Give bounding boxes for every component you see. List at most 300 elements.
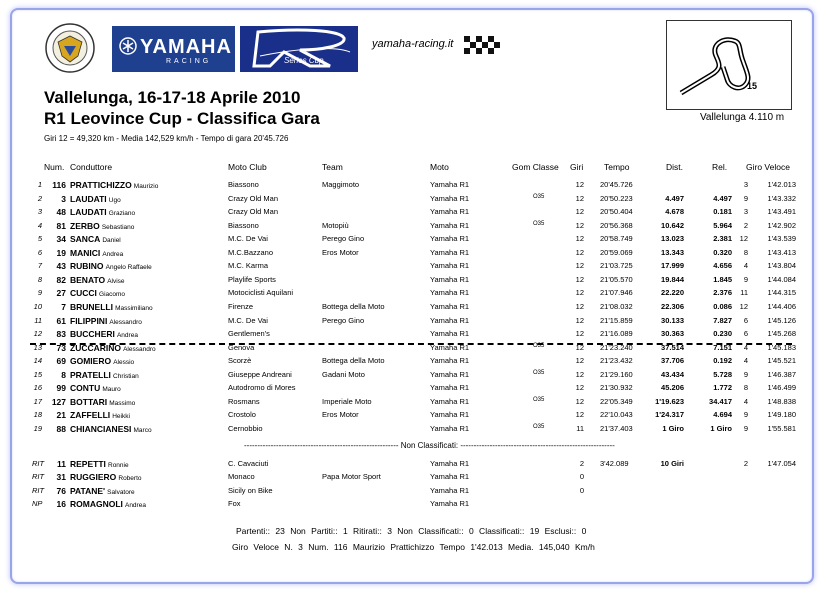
rider-number: 21 (56, 410, 66, 421)
position: 15 (33, 369, 42, 379)
rider-first-name: Mauro (102, 386, 121, 394)
best-lap-number: 8 (743, 383, 748, 393)
gap-relative: 2.376 (713, 288, 732, 298)
race-time: 22'05.349 (600, 396, 633, 406)
yamaha-wordmark: YAMAHA (140, 36, 232, 58)
rider-first-name: Maurizio (133, 183, 159, 190)
laps: 12 (575, 301, 584, 311)
laps: 12 (575, 396, 584, 406)
gap-to-leader: 4.678 (665, 207, 684, 217)
race-time: 21'23.432 (600, 356, 633, 366)
race-time: 22'10.043 (600, 410, 633, 420)
gap-relative: 0.181 (713, 207, 732, 217)
motorcycle: Yamaha R1 (430, 396, 470, 406)
best-lap-number: 6 (743, 329, 748, 339)
gap-to-leader: 37.514 (661, 342, 684, 352)
rider-first-name: Christian (113, 372, 139, 380)
rider-name (70, 356, 134, 366)
rider-surname: MANICI (70, 247, 101, 258)
moto-club: M.C.Bazzano (228, 247, 274, 257)
gap-relative: 5.728 (713, 369, 732, 379)
rider-number: 48 (56, 207, 66, 218)
rider-name (70, 383, 121, 393)
rider-name (70, 221, 134, 231)
motorcycle: Yamaha R1 (430, 472, 470, 482)
best-lap-time: 1'45.521 (767, 356, 796, 366)
gap-to-leader: 1'19.623 (655, 396, 684, 406)
gap-to-leader: 17.999 (661, 261, 684, 271)
rider-name (70, 180, 158, 190)
rider-name (70, 499, 146, 509)
rider-surname: CHIANCIANESI (70, 423, 132, 434)
laps: 12 (575, 383, 584, 393)
motorcycle: Yamaha R1 (430, 498, 470, 508)
team: Bottega della Moto (322, 356, 385, 366)
best-lap-time: 1'45.126 (767, 315, 796, 325)
rider-name (70, 410, 130, 420)
rider-surname: BUCCHERI (70, 329, 115, 340)
gap-to-leader: 10 Giri (660, 459, 684, 468)
motorcycle: Yamaha R1 (430, 261, 470, 271)
gap-relative: 7.827 (713, 315, 732, 325)
best-lap-number: 6 (743, 315, 748, 325)
moto-club: Crazy Old Man (228, 207, 279, 217)
gap-relative: 0.320 (713, 247, 732, 257)
class: O35 (533, 369, 545, 376)
gap-to-leader: 1 Giro (662, 423, 684, 433)
best-lap-time: 1'49.180 (767, 410, 796, 420)
motorcycle: Yamaha R1 (430, 247, 470, 257)
rider-surname: CONTU (70, 383, 101, 394)
motorcycle: Yamaha R1 (430, 369, 470, 379)
rider-first-name: Graziano (108, 210, 136, 218)
race-info: Giri 12 = 49,320 km - Media 142,529 km/h - Tempo di gara 20'45.726 (44, 134, 289, 143)
gap-relative: 4.656 (713, 261, 732, 271)
rider-surname: BENATO (70, 274, 106, 285)
rider-number: 73 (56, 342, 66, 353)
gap-to-leader: 13.023 (661, 234, 684, 244)
rider-first-name: Ronnie (108, 462, 129, 469)
race-title: R1 Leovince Cup - Classifica Gara (44, 109, 320, 128)
gap-relative: 34.417 (709, 396, 732, 406)
rider-first-name: Angelo Raffaele (105, 264, 152, 272)
rider-number: 7 (61, 301, 66, 312)
track-caption: Vallelunga 4.110 m (700, 112, 785, 123)
position: 17 (33, 396, 42, 406)
motorcycle: Yamaha R1 (430, 180, 470, 189)
class: O35 (533, 220, 545, 227)
race-time: 21'05.570 (600, 274, 633, 284)
gap-to-leader: 30.363 (661, 329, 684, 339)
best-lap-number: 3 (743, 207, 748, 217)
best-lap-time: 1'46.387 (767, 369, 796, 379)
position: 1 (37, 180, 42, 189)
motorcycle: Yamaha R1 (430, 423, 470, 433)
moto-club: Monaco (228, 472, 255, 482)
team: Perego Gino (322, 315, 365, 325)
moto-club: Crostolo (228, 410, 256, 420)
gap-to-leader: 37.706 (661, 356, 684, 366)
position: 6 (37, 247, 42, 257)
best-lap-number: 4 (743, 261, 748, 271)
moto-club: Rosmans (228, 396, 260, 406)
laps: 12 (575, 220, 584, 230)
laps: 12 (575, 274, 584, 284)
table-row (0, 207, 822, 220)
header-tempo: Tempo (604, 162, 630, 172)
gap-relative: 5.964 (713, 220, 732, 230)
racing-wordmark: RACING (166, 58, 212, 65)
table-row (0, 397, 822, 410)
motorcycle: Yamaha R1 (430, 220, 470, 230)
moto-club: Scorzè (228, 356, 252, 366)
rider-name (70, 397, 135, 407)
race-time: 21'23.240 (600, 342, 633, 352)
yamaha-tuning-fork-icon (119, 37, 137, 55)
best-lap-time: 1'47.054 (767, 459, 796, 468)
rider-name (70, 302, 153, 312)
position: 16 (33, 383, 42, 393)
laps: 12 (575, 410, 584, 420)
best-lap-number: 4 (743, 356, 748, 366)
rider-name (70, 194, 121, 204)
table-row (0, 302, 822, 315)
best-lap-number: 2 (743, 459, 748, 468)
race-time: 21'08.032 (600, 301, 633, 311)
header-conduttore: Conduttore (70, 162, 113, 172)
best-lap-number: 4 (743, 342, 748, 352)
motorcycle: Yamaha R1 (430, 288, 470, 298)
position: 4 (37, 220, 42, 230)
gap-to-leader: 43.434 (661, 369, 684, 379)
rider-first-name: Marco (133, 426, 152, 434)
race-time: 20'59.069 (600, 247, 633, 257)
rider-first-name: Andrea (124, 501, 146, 509)
moto-club: Autodromo di Mores (228, 383, 296, 393)
rider-surname: REPETTI (70, 459, 106, 469)
table-row (0, 383, 822, 396)
r-series-cup-logo (240, 26, 358, 72)
laps: 0 (579, 472, 584, 482)
motorcycle: Yamaha R1 (430, 315, 470, 325)
rider-number: 88 (56, 423, 66, 434)
position: 19 (33, 423, 42, 433)
race-time: 21'07.946 (600, 288, 633, 298)
table-row (0, 329, 822, 342)
header-moto: Moto (430, 162, 449, 172)
rider-surname: ZAFFELLI (70, 410, 111, 421)
yamaha-racing-logo (112, 26, 235, 72)
table-row (0, 316, 822, 329)
best-lap-time: 1'43.413 (767, 247, 796, 257)
best-lap-time: 1'48.838 (767, 396, 796, 406)
race-time: 21'29.160 (600, 369, 633, 379)
header-rel: Rel. (712, 162, 728, 172)
class: O35 (533, 423, 545, 430)
track-turn-label: 15 (747, 81, 758, 91)
laps: 12 (575, 369, 584, 379)
rider-surname: BOTTARI (70, 396, 108, 407)
rider-first-name: Daniel (102, 237, 121, 245)
motorcycle: Yamaha R1 (430, 329, 470, 339)
header-giri: Giri (570, 162, 584, 172)
laps: 12 (575, 315, 584, 325)
rider-number: 82 (56, 274, 66, 285)
laps: 12 (575, 288, 584, 298)
table-row (0, 424, 822, 437)
table-row (0, 499, 822, 512)
rider-number: 3 (61, 193, 66, 204)
position: RIT (32, 485, 45, 495)
table-row (0, 180, 822, 193)
rider-name (70, 207, 135, 217)
moto-club: Biassono (228, 180, 259, 189)
table-row (0, 221, 822, 234)
position: 5 (37, 234, 42, 244)
laps: 12 (575, 342, 584, 352)
position: 8 (37, 274, 42, 284)
rider-name (70, 275, 125, 285)
best-lap-number: 9 (743, 274, 748, 284)
rider-first-name: Alvise (107, 277, 125, 285)
table-row (0, 275, 822, 288)
rider-name (70, 424, 152, 434)
motorcycle: Yamaha R1 (430, 207, 470, 217)
laps: 12 (575, 234, 584, 244)
laps: 12 (575, 180, 584, 189)
table-row (0, 486, 822, 499)
rider-surname: RUGGIERO (70, 472, 117, 483)
gap-to-leader: 22.220 (661, 288, 684, 298)
moto-club: Sicily on Bike (228, 485, 273, 495)
rider-number: 27 (56, 288, 66, 299)
rider-surname: PRATTICHIZZO (70, 180, 132, 190)
header-team: Team (322, 162, 343, 172)
class: O35 (533, 396, 545, 403)
table-row (0, 472, 822, 485)
rider-number: 31 (56, 472, 66, 483)
team: Eros Motor (322, 247, 359, 257)
motorcycle: Yamaha R1 (430, 410, 470, 420)
gap-to-leader: 13.343 (661, 247, 684, 257)
team: Perego Gino (322, 234, 365, 244)
gap-relative: 0.192 (713, 356, 732, 366)
position: RIT (32, 472, 45, 482)
moto-club: Genova (228, 342, 255, 352)
moto-club: Firenze (228, 301, 254, 311)
team: Eros Motor (322, 410, 359, 420)
non-classificati-label: ---------------------------------------------------------- Non Classificati: ---------------------------------------------------------- (244, 441, 615, 450)
team: Bottega della Moto (322, 301, 385, 311)
rider-name (70, 370, 139, 380)
gap-to-leader: 22.306 (661, 301, 684, 311)
laps: 12 (575, 329, 584, 339)
best-lap-time: 1'43.804 (767, 261, 796, 271)
table-row (0, 261, 822, 274)
moto-club: Cernobbio (228, 423, 263, 433)
laps: 11 (576, 423, 584, 433)
rider-number: 83 (56, 329, 66, 340)
best-lap-number: 12 (739, 301, 748, 311)
best-lap-time: 1'44.084 (767, 274, 796, 284)
team: Imperiale Moto (322, 396, 372, 406)
header-club: Moto Club (228, 162, 267, 172)
rider-first-name: Massimiliano (115, 304, 153, 312)
motorcycle: Yamaha R1 (430, 301, 470, 311)
best-lap-time: 1'44.406 (767, 301, 796, 311)
moto-club: C. Cavaciuti (228, 459, 269, 468)
event-title: Vallelunga, 16-17-18 Aprile 2010 (44, 88, 301, 107)
rider-surname: RUBINO (70, 261, 104, 272)
moto-club: Giuseppe Andreani (228, 369, 292, 379)
motorcycle: Yamaha R1 (430, 459, 470, 468)
moto-club: M.C. De Vai (228, 315, 268, 325)
rider-number: 99 (56, 383, 66, 394)
race-time: 20'56.368 (600, 220, 633, 230)
fastest-lap-summary: Giro Veloce N. 3 Num. 116 Maurizio Prattichizzo Tempo 1'42.013 Media. 145,040 Km/h (232, 542, 595, 552)
best-lap-time: 1'42.013 (767, 180, 796, 189)
best-lap-number: 9 (743, 193, 748, 203)
best-lap-time: 1'43.539 (767, 234, 796, 244)
rider-number: 34 (56, 234, 66, 245)
laps: 12 (575, 261, 584, 271)
checkered-flag-icon (464, 36, 500, 54)
laps: 2 (579, 459, 584, 468)
best-lap-number: 2 (743, 220, 748, 230)
race-time: 21'15.859 (600, 315, 633, 325)
rider-name (70, 472, 142, 482)
best-lap-number: 8 (743, 247, 748, 257)
gap-relative: 7.151 (713, 342, 732, 352)
rider-surname: ROMAGNOLI (70, 498, 123, 509)
position: 7 (37, 261, 42, 271)
rider-name (70, 234, 121, 244)
rider-number: 16 (56, 498, 66, 509)
rider-first-name: Ugo (108, 196, 121, 204)
best-lap-time: 1'43.332 (767, 193, 796, 203)
best-lap-number: 4 (743, 396, 748, 406)
rider-number: 69 (56, 356, 66, 367)
motorcycle: Yamaha R1 (430, 342, 470, 352)
best-lap-time: 1'45.268 (767, 329, 796, 339)
rider-name (70, 459, 129, 469)
race-time: 20'50.223 (600, 193, 633, 203)
rider-first-name: Andrea (116, 332, 138, 340)
rider-first-name: Salvatore (107, 488, 135, 496)
rider-surname: GOMIERO (70, 356, 112, 367)
best-lap-number: 9 (743, 423, 748, 433)
position: RIT (32, 459, 45, 468)
position: 3 (37, 207, 42, 217)
gap-relative: 2.381 (713, 234, 732, 244)
moto-club: Playlife Sports (228, 274, 276, 284)
rider-name (70, 316, 142, 326)
gap-to-leader: 30.133 (661, 315, 684, 325)
race-time: 20'50.404 (600, 207, 633, 217)
laps: 12 (575, 193, 584, 203)
best-lap-time: 1'44.315 (767, 288, 796, 298)
race-time: 21'37.403 (600, 423, 633, 433)
motorcycle: Yamaha R1 (430, 193, 470, 203)
rider-first-name: Sebastiano (101, 223, 135, 231)
gap-relative: 1.772 (713, 383, 732, 393)
rider-surname: ZERBO (70, 220, 100, 231)
rider-first-name: Alessandro (123, 345, 156, 353)
track-map (666, 20, 792, 110)
header-dist: Dist. (666, 162, 683, 172)
rider-surname: LAUDATI (70, 193, 107, 204)
rider-number: 116 (52, 180, 66, 190)
rider-first-name: Andrea (102, 250, 124, 258)
rider-name (70, 329, 138, 339)
best-lap-number: 12 (739, 234, 748, 244)
rider-number: 43 (56, 261, 66, 272)
rider-name (70, 288, 125, 298)
rider-number: 76 (56, 485, 66, 496)
rider-surname: ZUCCARINO (70, 342, 121, 353)
rider-surname: LAUDATI (70, 207, 107, 218)
rider-name (70, 261, 152, 271)
header-giro-veloce: Giro Veloce (746, 162, 790, 172)
motorcycle: Yamaha R1 (430, 274, 470, 284)
rider-name (70, 486, 135, 496)
gap-relative: 0.086 (713, 301, 732, 311)
motorcycle: Yamaha R1 (430, 383, 470, 393)
rider-first-name: Massimo (109, 399, 136, 407)
race-time: 21'30.932 (600, 383, 633, 393)
team: Maggimoto (322, 180, 360, 189)
rider-surname: PATANE' (70, 485, 106, 496)
gap-relative: 0.230 (713, 329, 732, 339)
position: 10 (33, 301, 42, 311)
position: 14 (33, 356, 42, 366)
gap-to-leader: 4.497 (665, 193, 684, 203)
moto-club: Fox (228, 498, 241, 508)
rider-first-name: Roberto (118, 475, 142, 483)
rider-surname: BRUNELLI (70, 301, 113, 312)
rider-first-name: Alessio (113, 359, 135, 367)
gap-relative: 1 Giro (710, 423, 732, 433)
team: Papa Motor Sport (322, 472, 381, 482)
position: 11 (34, 315, 42, 325)
gap-relative: 1.845 (713, 274, 732, 284)
best-lap-time: 1'46.499 (767, 383, 796, 393)
position: 13 (33, 342, 42, 352)
table-row (0, 234, 822, 247)
moto-club: Biassono (228, 220, 259, 230)
table-row (0, 370, 822, 383)
gap-relative: 4.694 (713, 410, 732, 420)
rider-number: 61 (56, 315, 66, 326)
rider-surname: PRATELLI (70, 369, 111, 380)
laps: 0 (579, 485, 584, 495)
best-lap-number: 11 (740, 288, 748, 298)
team: Gadani Moto (322, 369, 365, 379)
table-row (0, 410, 822, 423)
moto-club: Crazy Old Man (228, 193, 279, 203)
best-lap-time: 1'42.902 (767, 220, 796, 230)
gap-to-leader: 19.844 (661, 274, 684, 284)
best-lap-number: 9 (743, 369, 748, 379)
class: O35 (533, 342, 545, 349)
moto-club: Motociclisti Aquilani (228, 288, 294, 298)
rider-number: 81 (56, 220, 66, 231)
gap-to-leader: 10.642 (661, 220, 684, 230)
rider-first-name: Giacomo (99, 291, 126, 299)
race-time: 3'42.089 (600, 459, 629, 468)
position: NP (32, 498, 43, 508)
rider-number: 127 (51, 396, 66, 407)
